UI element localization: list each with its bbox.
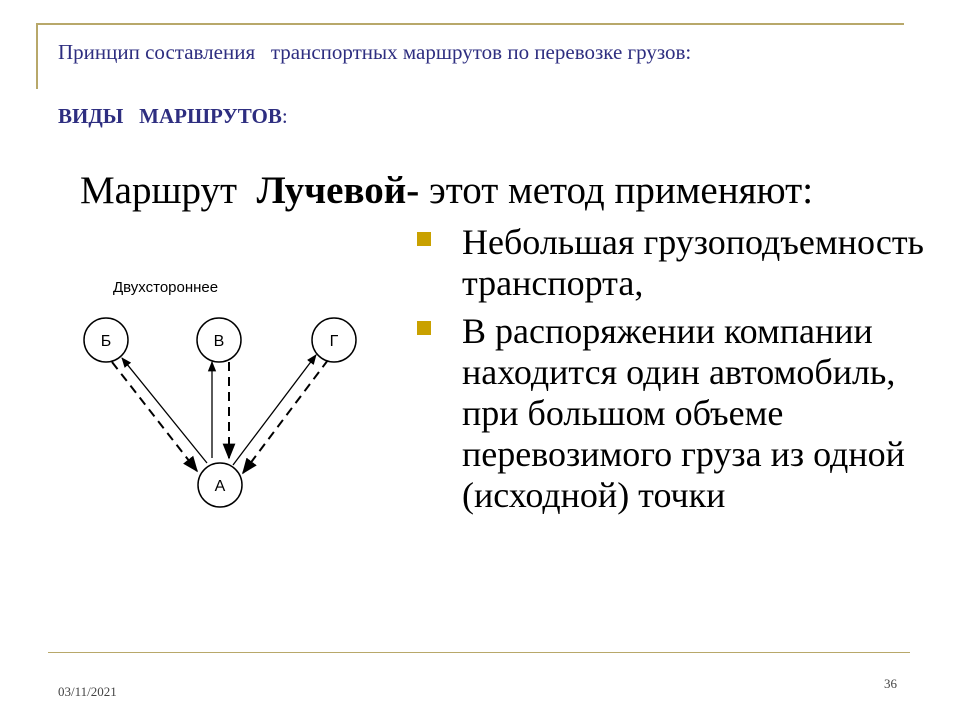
- page-number: 36: [884, 676, 897, 691]
- node-g-label: Г: [329, 333, 339, 350]
- slide-header-title: Принцип составления транспортных маршрутов по перевозке грузов:: [58, 40, 692, 64]
- edge-a-to-g: [233, 355, 316, 465]
- footer-date: 03/11/2021: [58, 684, 117, 699]
- edge-g-to-a: [243, 360, 328, 473]
- heading-suffix: этот метод применяют:: [419, 169, 814, 212]
- bullet-list: [415, 222, 935, 523]
- subtitle-colon: :: [281, 104, 288, 128]
- node-v: [197, 318, 241, 362]
- bottom-rule: [48, 652, 910, 653]
- bullet-item: [415, 222, 935, 304]
- node-b: [84, 318, 128, 362]
- square-bullet-icon: [417, 321, 431, 335]
- slide-header-subtitle: [58, 104, 288, 129]
- node-v-label: В: [213, 333, 225, 350]
- route-heading: [80, 168, 813, 213]
- node-a: [198, 463, 242, 507]
- top-rule: [36, 23, 904, 25]
- edge-b-to-a: [112, 362, 197, 471]
- node-b-label: Б: [100, 333, 112, 350]
- node-g: [312, 318, 356, 362]
- edge-a-to-b: [122, 358, 207, 463]
- left-rule: [36, 23, 38, 89]
- heading-prefix: Маршрут: [80, 169, 257, 212]
- bullet-text: Небольшая грузоподъемность транспорта,: [462, 222, 924, 303]
- bullet-item: [415, 311, 935, 516]
- subtitle-text: ВИДЫ МАРШРУТОВ: [58, 104, 282, 128]
- square-bullet-icon: [417, 232, 431, 246]
- heading-bold-term: Лучевой-: [256, 169, 420, 212]
- diagram-label: Двухстороннее: [113, 279, 219, 296]
- radial-route-diagram: [70, 270, 370, 530]
- node-a-label: А: [214, 478, 226, 495]
- bullet-text: В распоряжении компании находится один автомобиль, при большом объеме перевозимого груза из одной (исходной) точки: [462, 311, 905, 515]
